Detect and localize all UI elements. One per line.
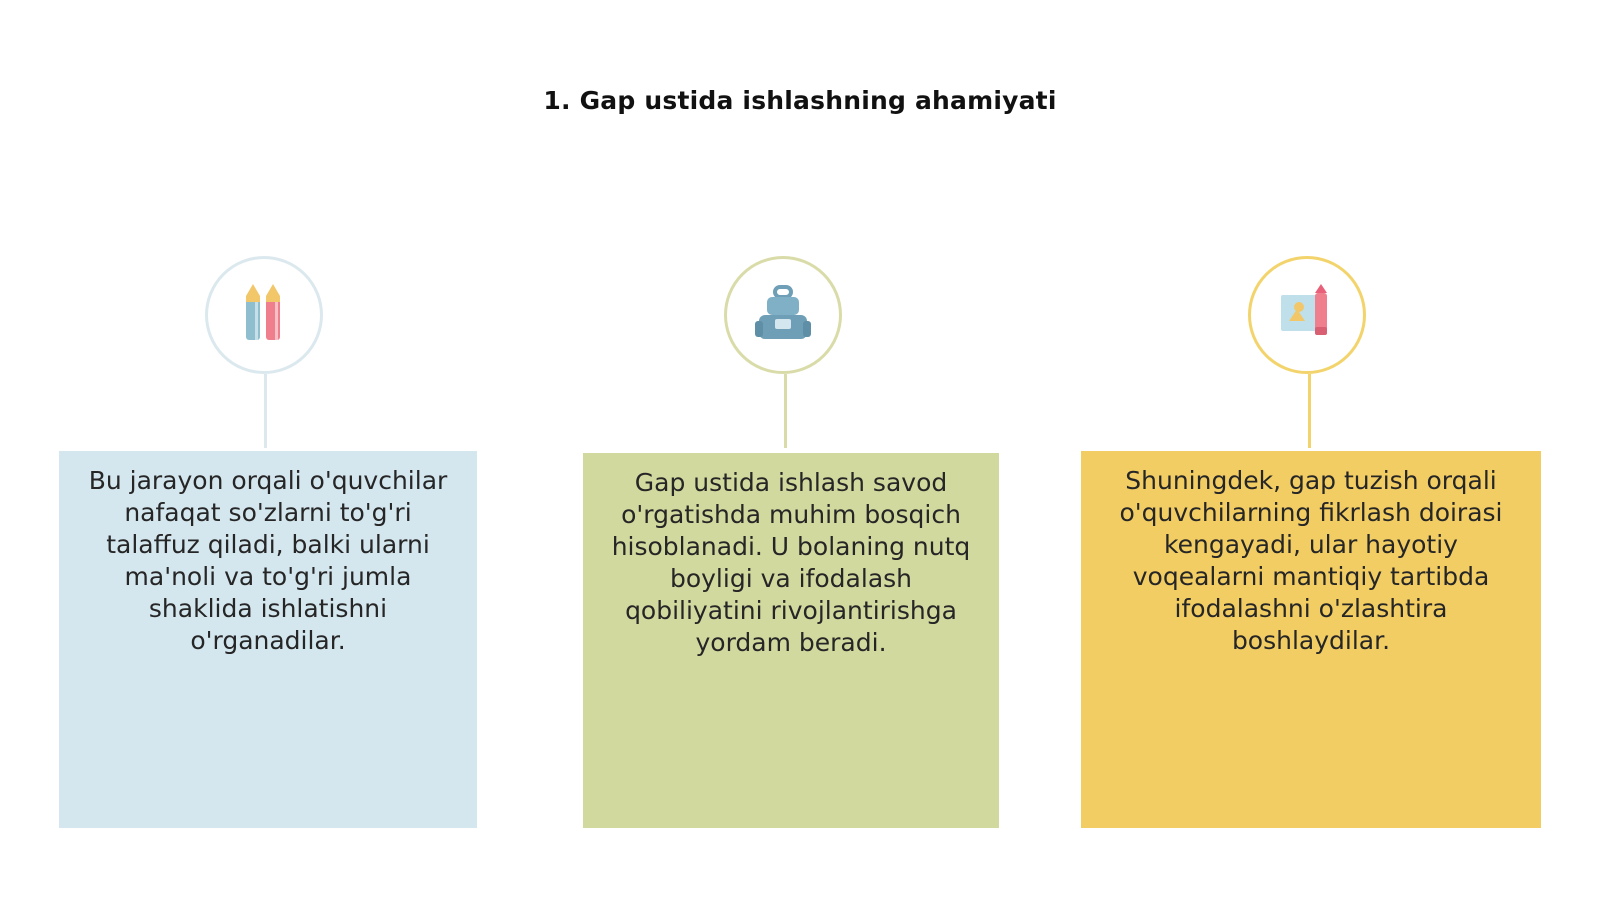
page-title: 1. Gap ustida ishlashning ahamiyati (543, 86, 1057, 115)
pencils-icon (236, 282, 292, 348)
connector-line-1 (264, 374, 267, 448)
drawing-board-icon (1277, 283, 1337, 347)
info-card-1-text: Bu jarayon orqali o'quvchilar nafaqat so'zlarni to'g'ri talaffuz qiladi, balki ularni ma'noli va to'g'ri jumla shaklida ishlatishni o'rganadilar. (88, 466, 448, 655)
info-card-2 (583, 453, 999, 828)
connector-line-2 (784, 374, 787, 448)
info-card-3 (1081, 451, 1541, 828)
backpack-icon (753, 283, 813, 347)
connector-line-3 (1308, 374, 1311, 448)
info-card-2-text: Gap ustida ishlash savod o'rgatishda muhim bosqich hisoblanadi. U bolaning nutq boyligi va ifodalash qobiliyatini rivojlantirishga yordam beradi. (611, 468, 971, 657)
icon-circle-3 (1248, 256, 1366, 374)
icon-circle-2 (724, 256, 842, 374)
info-card-3-text: Shuningdek, gap tuzish orqali o'quvchilarning fikrlash doirasi kengayadi, ular hayotiy voqealarni mantiqiy tartibda ifodalashni o'zlashtira boshlaydilar. (1119, 466, 1503, 655)
icon-circle-1 (205, 256, 323, 374)
info-card-1 (59, 451, 477, 828)
